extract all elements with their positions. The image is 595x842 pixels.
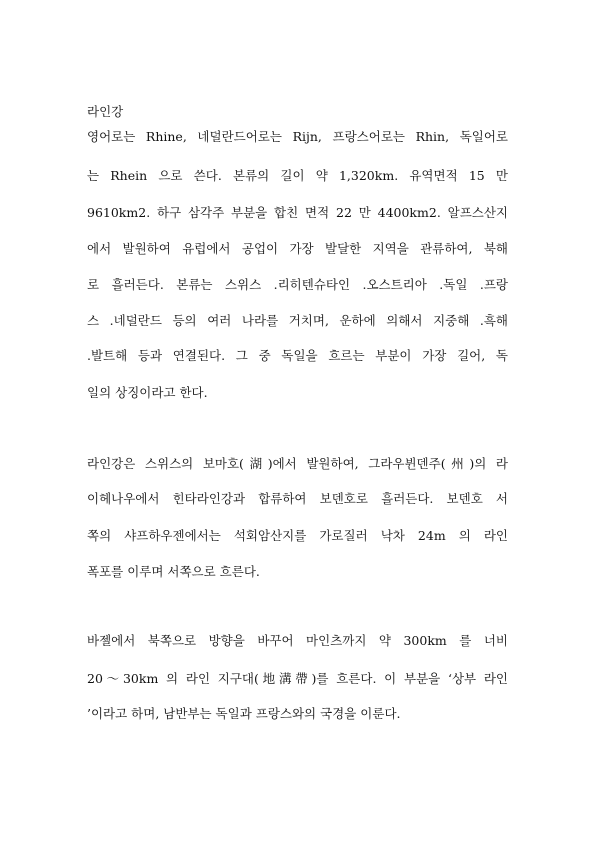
paragraph-2-line-1: 라인강은 스위스의 보마호(湖)에서 발원하여, 그라우뷘덴주(州)의 라 xyxy=(87,456,508,471)
paragraph-1-line-5: 로 흘러든다. 본류는 스위스 .리히텐슈타인 .오스트리아 .독일 .프랑 xyxy=(87,277,508,292)
paragraph-1-line-8: 일의 상징이라고 한다. xyxy=(87,385,208,400)
paragraph-3-line-1: 바젤에서 북쪽으로 방향을 바꾸어 마인츠까지 약 300km 를 너비 xyxy=(87,633,508,648)
paragraph-1-line-2: 는 Rhein 으로 쓴다. 본류의 길이 약 1,320km. 유역면적 15 만 xyxy=(87,168,508,183)
paragraph-3-line-2: 20～30km 의 라인 지구대(地溝帶)를 흐른다. 이 부분을 ‘상부 라인 xyxy=(87,671,508,686)
paragraph-1-line-6: 스 .네덜란드 등의 여러 나라를 거치며, 운하에 의해서 지중해 .흑해 xyxy=(87,313,508,328)
paragraph-1-line-1: 영어로는 Rhine, 네덜란드어로는 Rijn, 프랑스어로는 Rhin, 독일어로 xyxy=(87,129,508,144)
paragraph-1-line-3: 9610km2. 하구 삼각주 부분을 합친 면적 22 만 4400km2. 알프스산지 xyxy=(87,205,508,220)
document-title: 라인강 xyxy=(87,104,124,119)
paragraph-1-line-7: .발트해 등과 연결된다. 그 중 독일을 흐르는 부분이 가장 길어, 독 xyxy=(87,348,508,363)
paragraph-2-line-4: 폭포를 이루며 서쪽으로 흐른다. xyxy=(87,564,260,579)
paragraph-2-line-2: 이헤나우에서 힌타라인강과 합류하여 보덴호로 흘러든다. 보덴호 서 xyxy=(87,491,508,506)
paragraph-3-line-3: ’이라고 하며, 남반부는 독일과 프랑스와의 국경을 이룬다. xyxy=(87,706,401,721)
paragraph-1-line-4: 에서 발원하여 유럽에서 공업이 가장 발달한 지역을 관류하여, 북해 xyxy=(87,241,508,256)
paragraph-2-line-3: 쪽의 샤프하우젠에서는 석회암산지를 가로질러 낙차 24m 의 라인 xyxy=(87,528,508,543)
